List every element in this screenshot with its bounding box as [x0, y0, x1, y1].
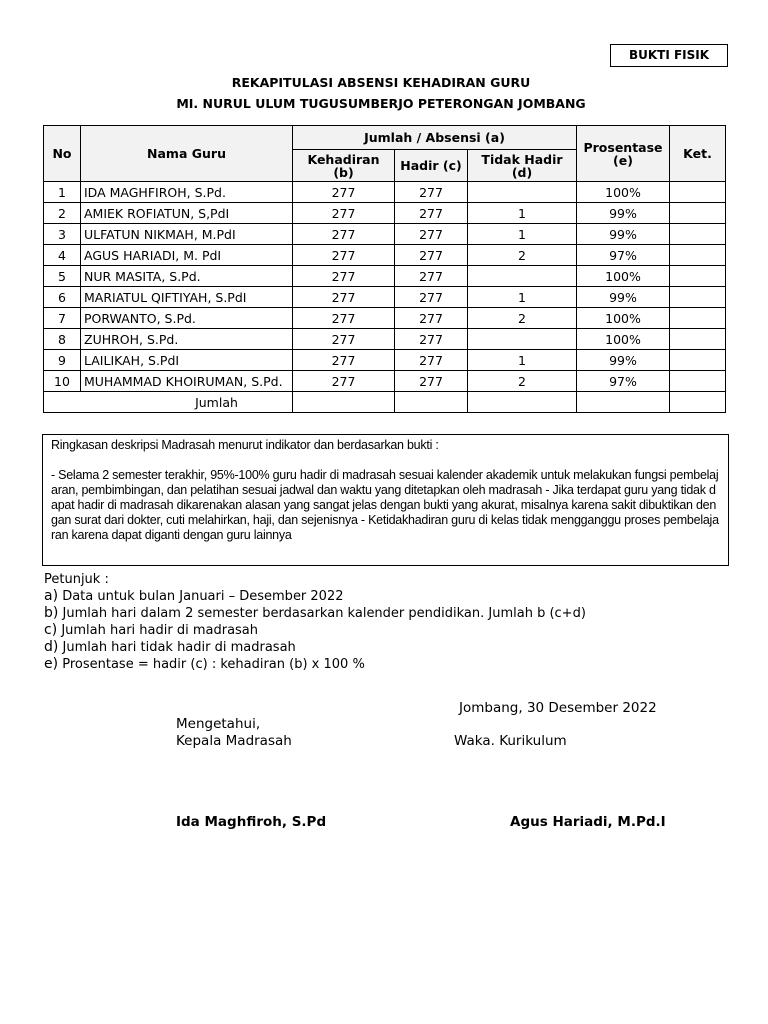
table-row [44, 182, 726, 203]
cell-nama: NUR MASITA, S.Pd. [81, 266, 293, 287]
instructions [44, 571, 586, 673]
cell-hadir: 277 [395, 203, 468, 224]
cell-no: 9 [44, 350, 81, 371]
cell-nama: MARIATUL QIFTIYAH, S.PdI [81, 287, 293, 308]
cell-ket [670, 329, 726, 350]
cell-hadir: 277 [395, 350, 468, 371]
table-row [44, 245, 726, 266]
cell-ket [670, 224, 726, 245]
summary-heading: Ringkasan deskripsi Madrasah menurut indikator dan berdasarkan bukti : [51, 438, 439, 452]
cell-kehadiran: 277 [293, 203, 395, 224]
instructions-heading: Petunjuk : [44, 572, 109, 587]
instruction-text: Jumlah hari dalam 2 semester berdasarkan kalender pendidikan. Jumlah b (c+d) [62, 606, 586, 621]
cell-hadir: 277 [395, 182, 468, 203]
instruction-marker: d) [44, 639, 59, 655]
kepala-madrasah-name: Ida Maghfiroh, S.Pd [176, 814, 327, 830]
cell-no: 10 [44, 371, 81, 392]
header-hadir: Hadir (c) [395, 150, 468, 182]
instruction-item [44, 639, 586, 656]
instruction-marker: b) [44, 605, 59, 621]
cell-ket [670, 287, 726, 308]
cell-ket [670, 350, 726, 371]
attendance-table [43, 125, 726, 413]
kepala-madrasah-label: Kepala Madrasah [176, 733, 292, 749]
cell-prosentase: 100% [577, 266, 670, 287]
total-hadir [395, 392, 468, 413]
mengetahui-label: Mengetahui, [176, 716, 261, 732]
cell-no: 5 [44, 266, 81, 287]
cell-prosentase: 99% [577, 224, 670, 245]
instruction-marker: c) [44, 622, 58, 638]
header-prosentase: Prosentase (e) [577, 126, 670, 182]
cell-prosentase: 100% [577, 182, 670, 203]
table-row [44, 308, 726, 329]
cell-no: 2 [44, 203, 81, 224]
instruction-marker: e) [44, 656, 59, 672]
table-row [44, 371, 726, 392]
cell-kehadiran: 277 [293, 266, 395, 287]
cell-tidak-hadir: 2 [468, 371, 577, 392]
cell-ket [670, 245, 726, 266]
cell-nama: LAILIKAH, S.PdI [81, 350, 293, 371]
cell-no: 6 [44, 287, 81, 308]
cell-hadir: 277 [395, 329, 468, 350]
cell-kehadiran: 277 [293, 287, 395, 308]
cell-prosentase: 99% [577, 287, 670, 308]
header-no: No [44, 126, 81, 182]
total-row [44, 392, 726, 413]
cell-nama: ZUHROH, S.Pd. [81, 329, 293, 350]
instruction-text: Jumlah hari hadir di madrasah [61, 623, 259, 638]
cell-prosentase: 100% [577, 329, 670, 350]
cell-ket [670, 308, 726, 329]
summary-box [42, 434, 729, 566]
bukti-fisik-badge: BUKTI FISIK [610, 44, 728, 67]
cell-kehadiran: 277 [293, 308, 395, 329]
instruction-item [44, 622, 586, 639]
cell-hadir: 277 [395, 308, 468, 329]
table-row [44, 203, 726, 224]
cell-prosentase: 97% [577, 371, 670, 392]
cell-no: 8 [44, 329, 81, 350]
cell-nama: IDA MAGHFIROH, S.Pd. [81, 182, 293, 203]
cell-nama: AMIEK ROFIATUN, S,PdI [81, 203, 293, 224]
instruction-item [44, 588, 586, 605]
table-row [44, 224, 726, 245]
header-kehadiran: Kehadiran (b) [293, 150, 395, 182]
cell-tidak-hadir: 1 [468, 350, 577, 371]
header-jumlah-absensi: Jumlah / Absensi (a) [293, 126, 577, 150]
cell-kehadiran: 277 [293, 224, 395, 245]
cell-ket [670, 182, 726, 203]
place-date: Jombang, 30 Desember 2022 [459, 700, 657, 716]
cell-kehadiran: 277 [293, 350, 395, 371]
cell-no: 4 [44, 245, 81, 266]
header-ket: Ket. [670, 126, 726, 182]
summary-text: - Selama 2 semester terakhir, 95%-100% guru hadir di madrasah sesuai kalender akademik untuk melakukan fungsi pembelajaran, pembimbingan, dan pelatihan sesuai jadwal dan waktu yang ditetapkan oleh madrasah - Jika terdapat guru yang tidak dapat hadir di madrasah dikarenakan alasan yang sangat jelas dengan bukti yang akurat, misalnya karena sakit dibuktikan dengan surat dari dokter, cuti melahirkan, haji, dan sejenisnya - Ketidakhadiran guru di kelas tidak mengganggu proses pembelajaran karena dapat diganti dengan guru lainnya [51, 468, 719, 542]
table-row [44, 266, 726, 287]
total-prosentase [577, 392, 670, 413]
cell-hadir: 277 [395, 371, 468, 392]
cell-nama: ULFATUN NIKMAH, M.PdI [81, 224, 293, 245]
cell-tidak-hadir: 1 [468, 224, 577, 245]
table-row [44, 329, 726, 350]
cell-no: 3 [44, 224, 81, 245]
cell-kehadiran: 277 [293, 245, 395, 266]
cell-kehadiran: 277 [293, 182, 395, 203]
cell-tidak-hadir: 2 [468, 308, 577, 329]
cell-tidak-hadir [468, 329, 577, 350]
instruction-marker: a) [44, 588, 59, 604]
cell-prosentase: 99% [577, 203, 670, 224]
total-ket [670, 392, 726, 413]
table-row [44, 350, 726, 371]
waka-kurikulum-label: Waka. Kurikulum [454, 733, 567, 749]
header-nama-guru: Nama Guru [81, 126, 293, 182]
cell-tidak-hadir: 1 [468, 203, 577, 224]
total-kehadiran [293, 392, 395, 413]
cell-tidak-hadir [468, 182, 577, 203]
waka-kurikulum-name: Agus Hariadi, M.Pd.I [510, 814, 666, 830]
header-tidak-hadir: Tidak Hadir (d) [468, 150, 577, 182]
cell-ket [670, 266, 726, 287]
instruction-text: Prosentase = hadir (c) : kehadiran (b) x 100 % [62, 657, 365, 672]
cell-nama: MUHAMMAD KHOIRUMAN, S.Pd. [81, 371, 293, 392]
instruction-text: Data untuk bulan Januari – Desember 2022 [62, 589, 344, 604]
cell-kehadiran: 277 [293, 329, 395, 350]
table-row [44, 287, 726, 308]
cell-nama: PORWANTO, S.Pd. [81, 308, 293, 329]
document-subtitle: MI. NURUL ULUM TUGUSUMBERJO PETERONGAN JOMBANG [176, 96, 586, 111]
instruction-item [44, 656, 586, 673]
total-label: Jumlah [44, 392, 293, 413]
cell-kehadiran: 277 [293, 371, 395, 392]
cell-no: 1 [44, 182, 81, 203]
cell-tidak-hadir [468, 266, 577, 287]
document-title: REKAPITULASI ABSENSI KEHADIRAN GURU [231, 75, 531, 90]
cell-prosentase: 99% [577, 350, 670, 371]
cell-prosentase: 100% [577, 308, 670, 329]
cell-tidak-hadir: 2 [468, 245, 577, 266]
cell-ket [670, 203, 726, 224]
cell-hadir: 277 [395, 266, 468, 287]
cell-nama: AGUS HARIADI, M. PdI [81, 245, 293, 266]
cell-hadir: 277 [395, 287, 468, 308]
instruction-item [44, 605, 586, 622]
cell-tidak-hadir: 1 [468, 287, 577, 308]
cell-hadir: 277 [395, 224, 468, 245]
cell-hadir: 277 [395, 245, 468, 266]
cell-no: 7 [44, 308, 81, 329]
cell-ket [670, 371, 726, 392]
instruction-text: Jumlah hari tidak hadir di madrasah [62, 640, 296, 655]
cell-prosentase: 97% [577, 245, 670, 266]
total-tidak-hadir [468, 392, 577, 413]
